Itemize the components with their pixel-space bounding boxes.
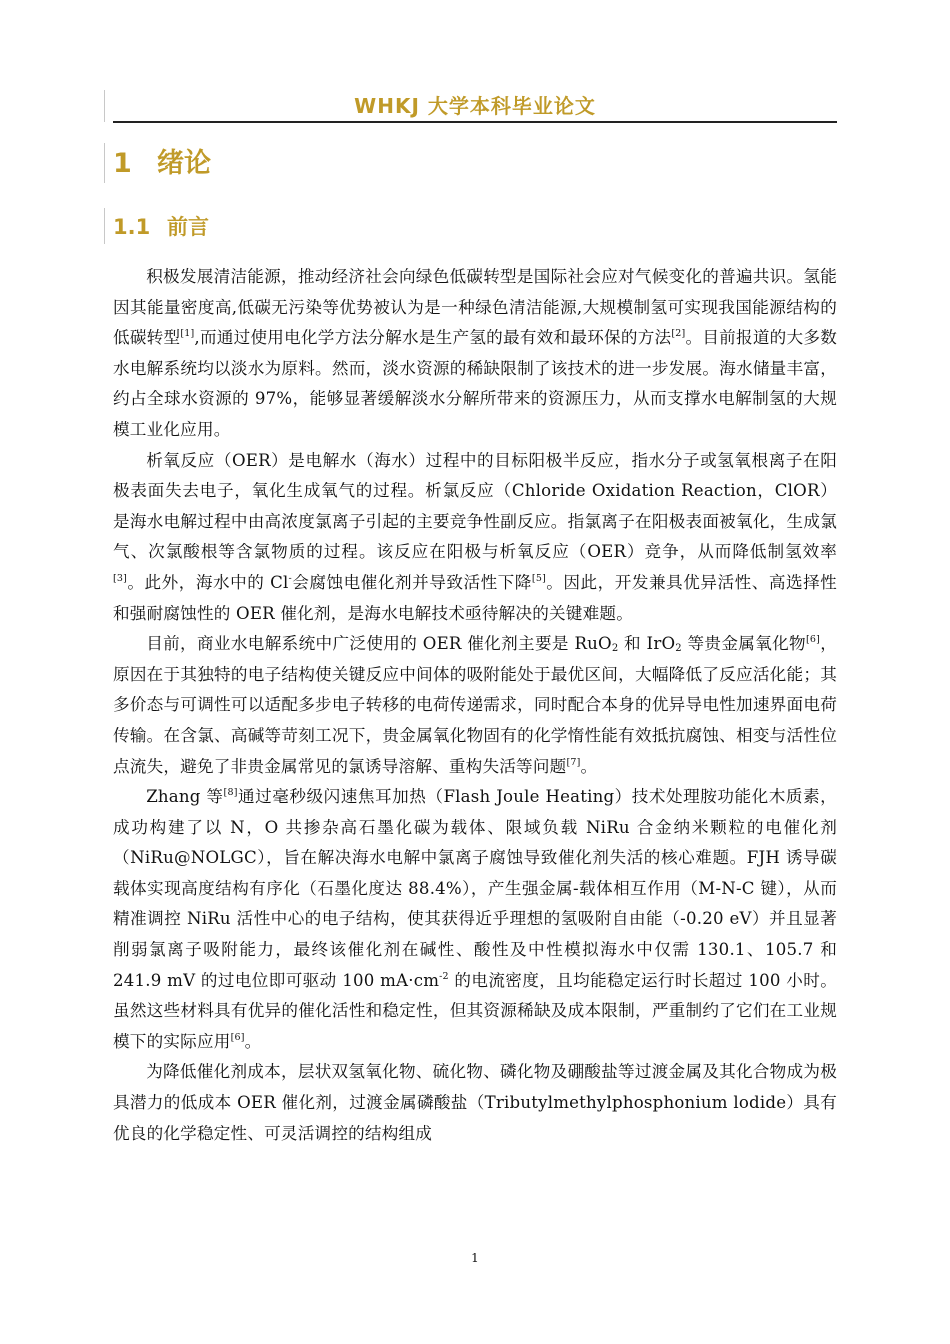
chapter-margin-mark (104, 143, 105, 183)
subscript: 2 (675, 643, 682, 655)
superscript: - (288, 572, 292, 584)
text-run: ,而通过使用电化学方法分解水是生产氢的最有效和最环保的方法 (194, 328, 672, 348)
text-run: 和 IrO (618, 634, 676, 654)
superscript: [7] (566, 756, 581, 768)
chapter-title: 绪论 (157, 148, 211, 179)
text-run: 。 (580, 756, 598, 776)
body-paragraph (113, 782, 837, 1057)
section-number: 1.1 (113, 215, 151, 239)
running-header: WHKJ 大学本科毕业论文 (354, 94, 596, 118)
text-run: ，原因在于其独特的电子结构使关键反应中间体的吸附能处于最优区间，大幅降低了反应活化能；其多价态与可调性可以适配多步电子转移的电荷传递需求，同时配合本身的优异导电性加速界面电荷传输。在含氯、高碱等苛刻工况下，贵金属氧化物固有的化学惰性能有效抵抗腐蚀、相变与活性位点流失，避免了非贵金属常见的氯诱导溶解、重构失活等问题 (113, 634, 837, 776)
text-run: 。因此，开发兼具优异活性、高选择性和强耐腐蚀性的 OER 催化剂，是海水电解技术亟待解决的关键难题。 (113, 572, 837, 623)
section-margin-mark (104, 208, 105, 244)
superscript: -2 (439, 970, 449, 982)
section-heading (113, 212, 209, 242)
text-run: 积极发展清洁能源，推动经济社会向绿色低碳转型是国际社会应对气候变化的普遍共识。氢能因其能量密度高,低碳无污染等优势被认为是一种绿色清洁能源,大规模制氢可实现我国能源结构的低碳转型 (113, 267, 837, 348)
superscript: [5] (531, 572, 546, 584)
superscript: [8] (223, 787, 238, 799)
text-run: 为降低催化剂成本，层状双氢氧化物、硫化物、磷化物及硼酸盐等过渡金属及其化合物成为极具潜力的低成本 OER 催化剂，过渡金属磷酸盐（Tributylmethylphosphonium lodide）具有优良的化学稳定性、可灵活调控的结构组成 (113, 1062, 837, 1143)
body-paragraph (113, 1057, 837, 1149)
superscript: [6] (230, 1031, 245, 1043)
text-run: 析氧反应（OER）是电解水（海水）过程中的目标阳极半反应，指水分子或氢氧根离子在阳极表面失去电子，氧化生成氧气的过程。析氯反应（Chloride Oxidation Reaction，ClOR）是海水电解过程中由高浓度氯离子引起的主要竞争性副反应。指氯离子在阳极表面被氧化，生成氯气、次氯酸根等含氯物质的过程。该反应在阳极与析氧反应（OER）竞争，从而降低制氢效率 (113, 450, 837, 562)
text-run: 会腐蚀电催化剂并导致活性下降 (291, 572, 532, 592)
page-number: 1 (471, 1251, 479, 1265)
body-paragraph (113, 629, 837, 782)
text-run: Zhang 等 (146, 787, 224, 807)
body-paragraph (113, 262, 837, 446)
text-run: 目前，商业水电解系统中广泛使用的 OER 催化剂主要是 RuO (146, 634, 612, 654)
text-run: 等贵金属氧化物 (681, 634, 806, 654)
body-paragraph (113, 446, 837, 630)
superscript: [3] (113, 572, 128, 584)
superscript: [2] (671, 328, 686, 340)
superscript: [6] (806, 634, 821, 646)
section-title: 前言 (167, 215, 209, 239)
text-run: 。目前报道的大多数水电解系统均以淡水为原料。然而，淡水资源的稀缺限制了该技术的进一步发展。海水储量丰富，约占全球水资源的 97%，能够显著缓解淡水分解所带来的资源压力，从而支撑水电解制氢的大规模工业化应用。 (113, 328, 837, 439)
subscript: 2 (611, 643, 619, 655)
header-rule (113, 121, 837, 123)
superscript: [1] (180, 328, 195, 340)
text-run: 。此外，海水中的 Cl (127, 572, 289, 592)
chapter-number: 1 (113, 148, 132, 179)
text-run: 。 (244, 1031, 262, 1051)
body-text (113, 262, 837, 1149)
header-margin-mark (104, 90, 105, 122)
chapter-heading (113, 146, 211, 182)
text-run: 通过毫秒级闪速焦耳加热（Flash Joule Heating）技术处理胺功能化木质素，成功构建了以 N，O 共掺杂高石墨化碳为载体、限域负载 NiRu 合金纳米颗粒的电催化剂（NiRu@NOLGC），旨在解决海水电解中氯离子腐蚀导致催化剂失活的核心难题。FJH 诱导碳载体实现高度结构有序化（石墨化度达 88.4%），产生强金属-载体相互作用（M-N-C 键），从而精准调控 NiRu 活性中心的电子结构，使其获得近乎理想的氢吸附自由能（-0.20 eV）并且显著削弱氯离子吸附能力，最终该催化剂在碱性、酸性及中性模拟海水中仅需 130.1、105.7 和 241.9 mV 的过电位即可驱动 100 mA·cm (113, 787, 837, 990)
text-run: 的电流密度，且均能稳定运行时长超过 100 小时。虽然这些材料具有优异的催化活性和稳定性，但其资源稀缺及成本限制，严重制约了它们在工业规模下的实际应用 (113, 970, 837, 1051)
